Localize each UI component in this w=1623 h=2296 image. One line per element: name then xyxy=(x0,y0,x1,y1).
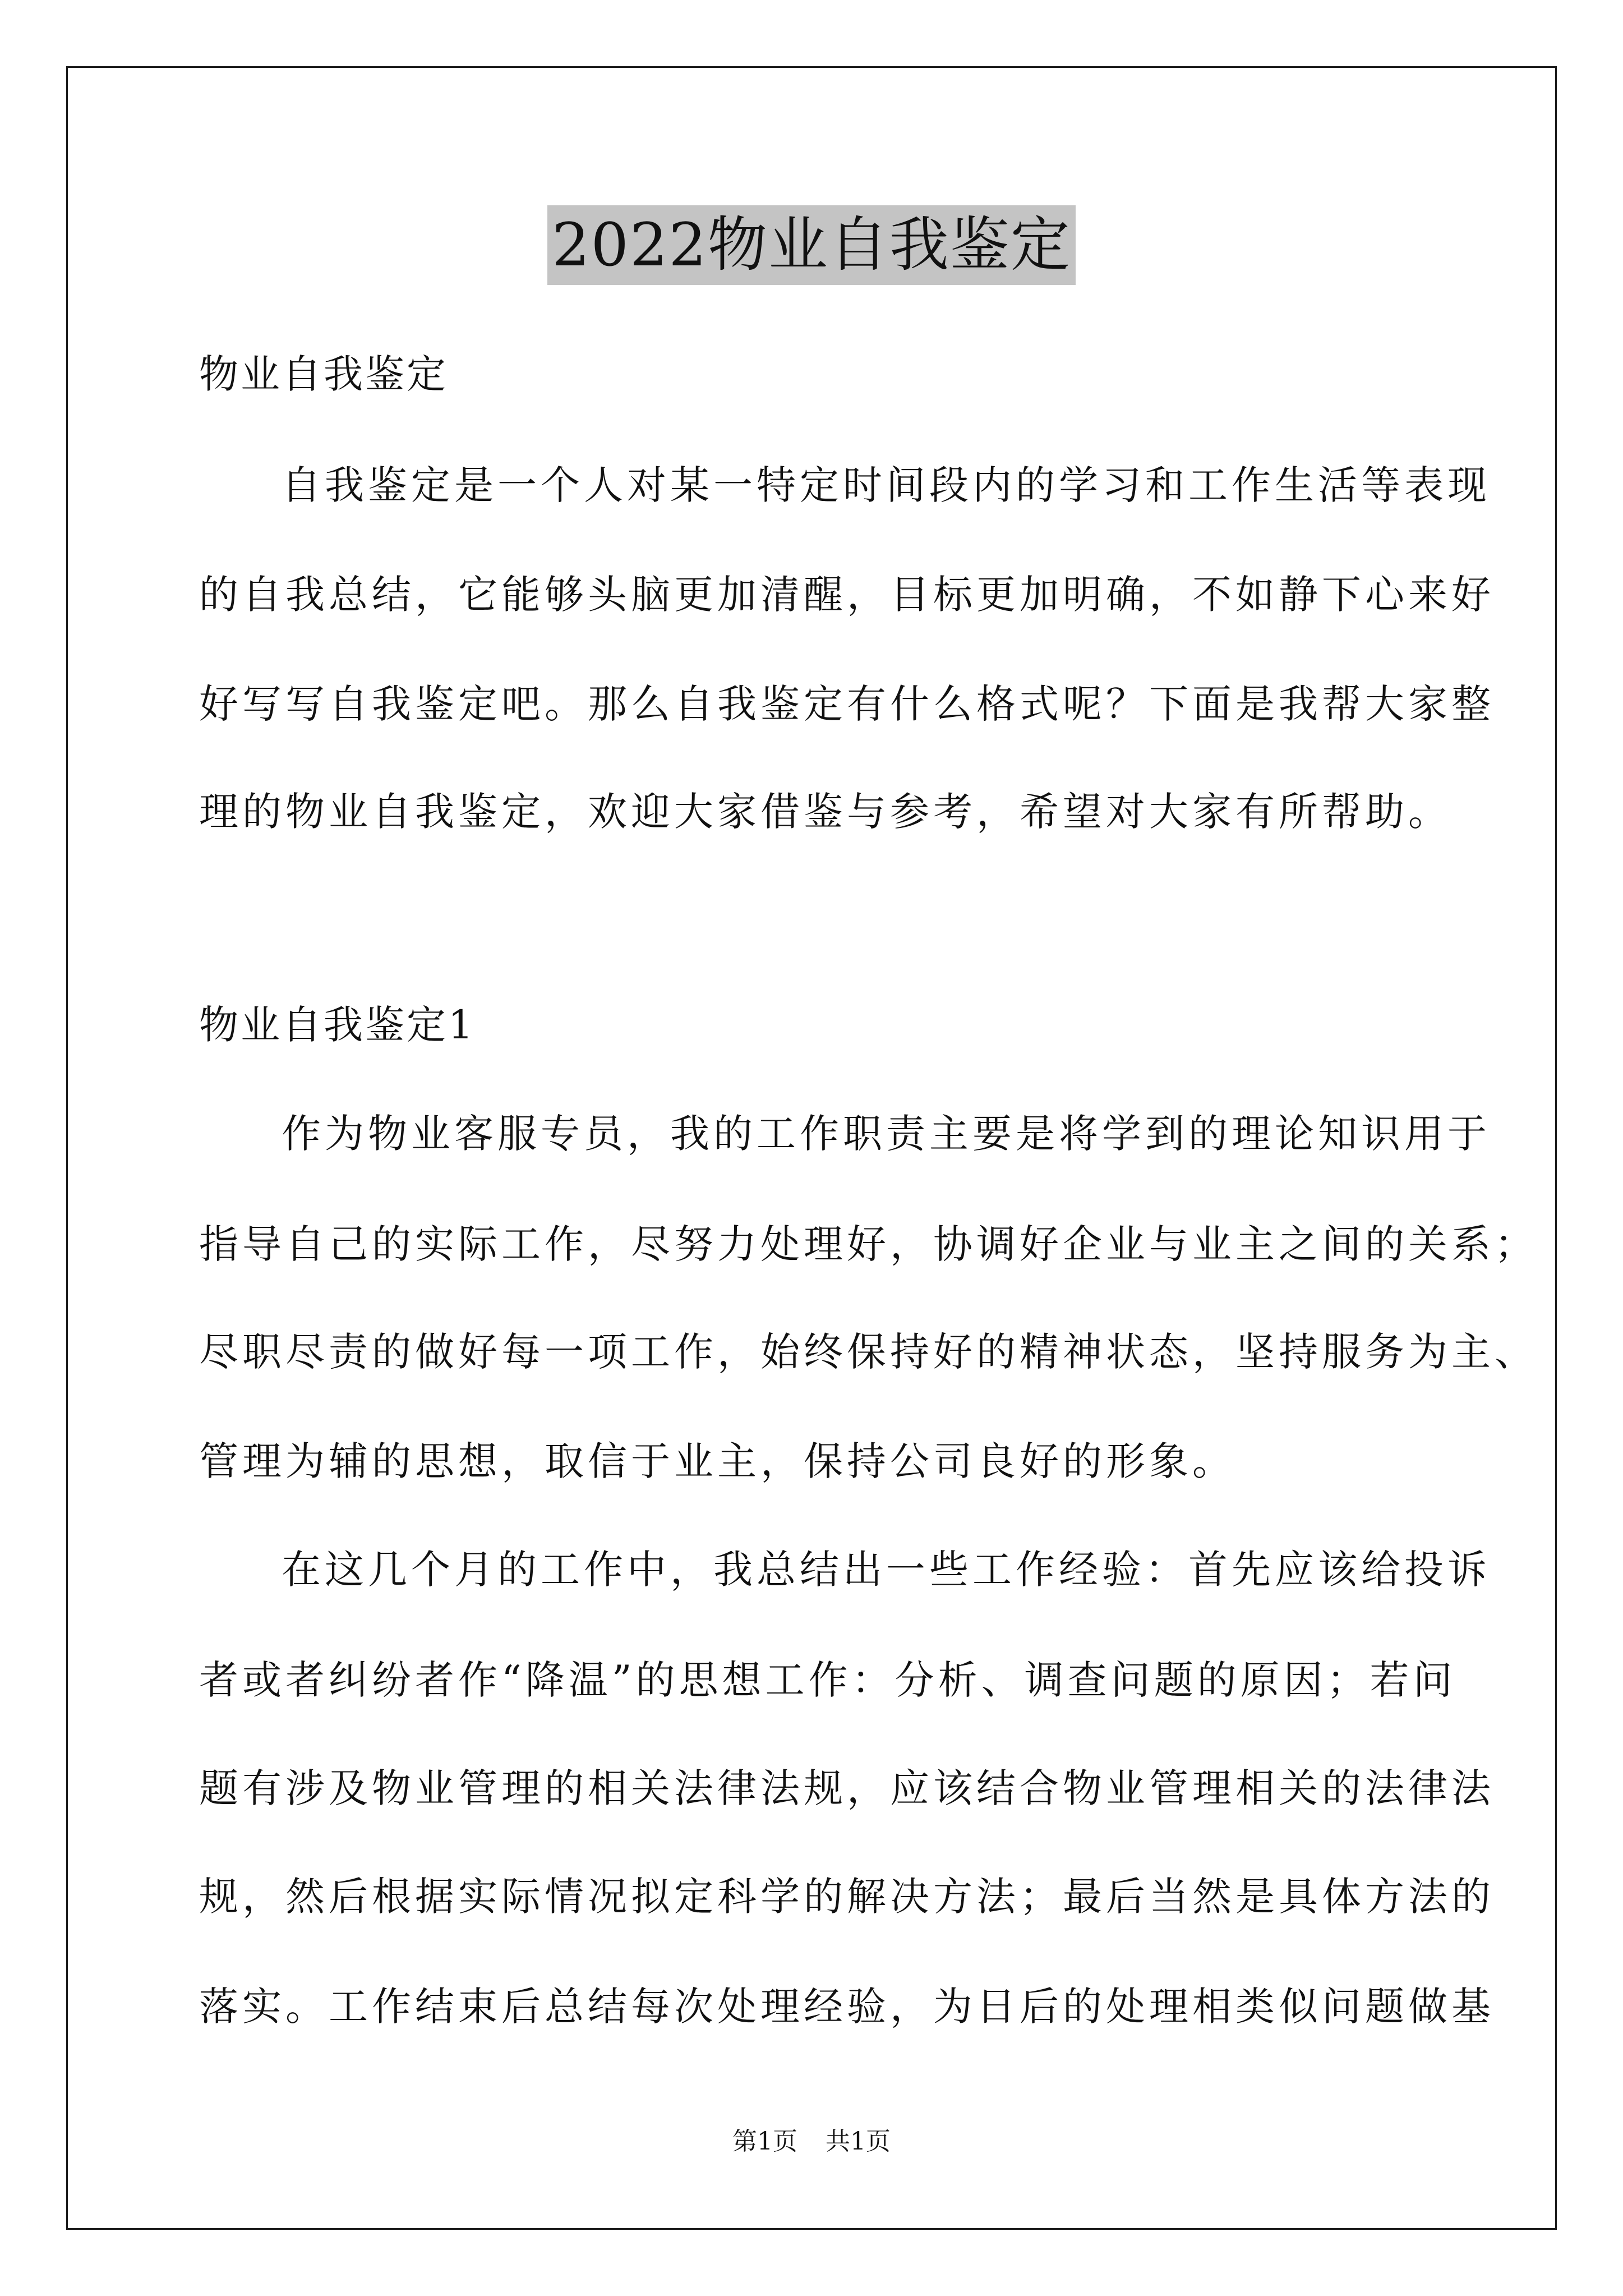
paragraph-line: 题有涉及物业管理的相关法律法规，应该结合物业管理相关的法律法 xyxy=(199,1765,1495,1811)
paragraph-line: 者或者纠纷者作“降温”的思想工作：分析、调查问题的原因；若问 xyxy=(199,1657,1456,1703)
page-total: 共1页 xyxy=(826,2127,891,2156)
paragraph-line: 落实。工作结束后总结每次处理经验，为日后的处理相类似问题做基 xyxy=(199,1984,1495,2030)
intro-line: 自我鉴定是一个人对某一特定时间段内的学习和工作生活等表现 xyxy=(282,462,1491,508)
section-heading: 物业自我鉴定 xyxy=(199,351,448,397)
paragraph-line: 尽职尽责的做好每一项工作，始终保持好的精神状态，坚持服务为主、 xyxy=(199,1329,1538,1375)
document-title: 2022物业自我鉴定 xyxy=(547,205,1076,285)
intro-line: 好写写自我鉴定吧。那么自我鉴定有什么格式呢？下面是我帮大家整 xyxy=(199,681,1495,727)
title-container xyxy=(0,205,1623,285)
page-footer xyxy=(0,2126,1623,2157)
paragraph-line: 在这几个月的工作中，我总结出一些工作经验：首先应该给投诉 xyxy=(282,1547,1491,1593)
paragraph-line: 管理为辅的思想，取信于业主，保持公司良好的形象。 xyxy=(199,1438,1235,1484)
paragraph-line: 规，然后根据实际情况拟定科学的解决方法；最后当然是具体方法的 xyxy=(199,1874,1495,1920)
intro-line: 的自我总结，它能够头脑更加清醒，目标更加明确，不如静下心来好 xyxy=(199,572,1495,618)
page-number: 第1页 xyxy=(732,2127,797,2156)
paragraph-line: 作为物业客服专员，我的工作职责主要是将学到的理论知识用于 xyxy=(282,1111,1491,1157)
paragraph-line: 指导自己的实际工作，尽努力处理好，协调好企业与业主之间的关系； xyxy=(199,1221,1538,1267)
intro-line: 理的物业自我鉴定，欢迎大家借鉴与参考，希望对大家有所帮助。 xyxy=(199,789,1451,835)
subheading: 物业自我鉴定1 xyxy=(199,1002,476,1048)
